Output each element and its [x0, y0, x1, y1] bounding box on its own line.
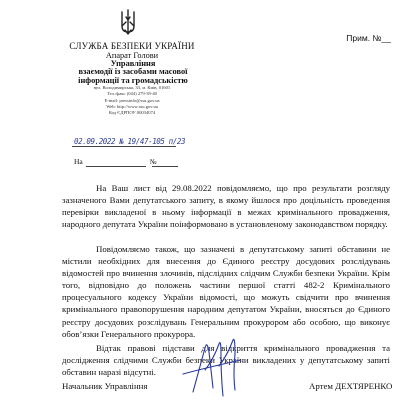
signer-name: Артем ДЕХТЯРЕНКО	[309, 381, 393, 391]
trident-emblem-icon	[118, 8, 138, 38]
handwritten-signature-icon	[175, 330, 255, 400]
address-email: E-mail: pressinfo@ssu.gov.ua	[104, 97, 160, 103]
dept-line-2: взаємодії із засобами масової	[78, 67, 188, 77]
signer-position: Начальник Управління	[62, 381, 148, 391]
na-label: На	[74, 157, 83, 166]
na-underline	[86, 166, 146, 167]
date-underline	[72, 146, 176, 147]
address-edrpou: Код ЄДРПОУ 00034074	[108, 110, 156, 116]
body-paragraph-1: На Ваш лист від 29.08.2022 повідомляємо, що про результати розгляду зазначеного Вами депутатського запиту, в якому йшлося про доцільність проведення перевірки викладеної в ньому інформації в межах кримінального провадження, народного депутата України поінформовано в установленому законодавством порядку.	[62, 183, 390, 230]
prim-number: Прим. №__	[346, 33, 391, 43]
department-name	[73, 60, 193, 85]
dept-line-3: інформації та громадськістю	[78, 75, 188, 85]
body-paragraph-3: Відтак правові підстави для відкриття кримінального провадження та дослідження слідчими Служби безпеки України викладених у депутатському запиті обставин наразі відсутні.	[62, 343, 390, 378]
address-phone: Тел./факс (044) 279-39-40	[107, 91, 157, 97]
number-underline	[152, 166, 178, 167]
outgoing-date-number: 02.09.2022 № 19/47-105 п/23	[74, 137, 186, 146]
address-street: вул. Володимирська, 33, м. Київ, 01601	[93, 85, 171, 90]
org-name: СЛУЖБА БЕЗПЕКИ УКРАЇНИ	[69, 41, 195, 51]
dept-line-1: Управління	[110, 59, 156, 68]
body-paragraph-2: Повідомляємо також, що зазначені в депутатському запиті обставини не містили необхідних для внесення до Єдиного реєстру досудових розслідувань відомостей про вчинення злочинів, підслідних слідчим Служби безпеки України. Крім того, відповідно до положень частини першої статті 482-2 Кримінального процесуального кодексу України відомості, що можуть свідчити про вчинення кримінального правопорушення народним депутатом України, вносяться до Єдиного реєстру досудових розслідувань Генеральним прокурором або особою, що виконує обов’язки Генерального прокурора.	[62, 244, 390, 339]
number-sign: №	[150, 158, 157, 166]
apparat-label: Апарат Голови	[105, 51, 159, 60]
address-web: Web: http://www.ssu.gov.ua	[106, 103, 158, 109]
address-block	[74, 85, 190, 116]
